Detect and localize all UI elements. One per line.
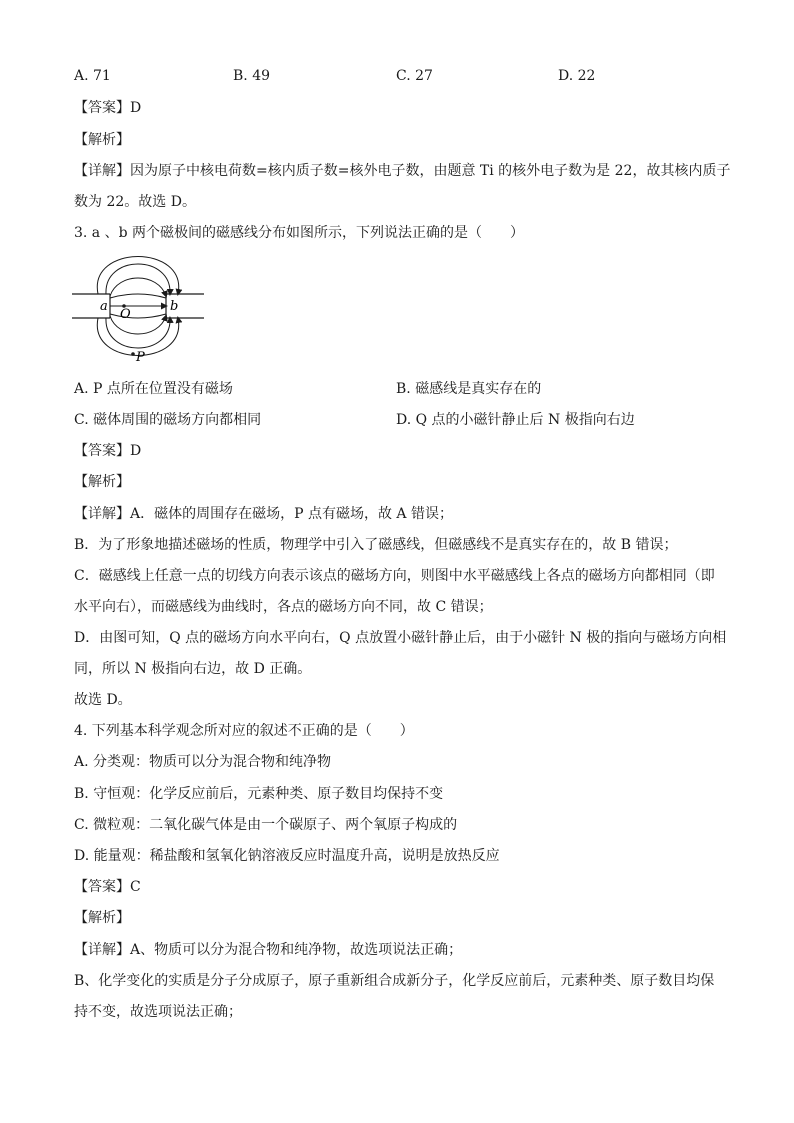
q2-analysis-heading: 【解析】 — [74, 132, 130, 148]
label-o: O — [120, 307, 131, 322]
magnetic-field-figure — [70, 250, 210, 370]
q3-option-a: A. P 点所在位置没有磁场 — [74, 381, 233, 397]
q3-answer: 【答案】D — [74, 443, 142, 459]
q3-analysis-heading: 【解析】 — [74, 474, 130, 490]
q3-conclusion: 故选 D。 — [74, 692, 132, 708]
q3-detail-a: 【详解】A．磁体的周围存在磁场，P 点有磁场，故 A 错误； — [74, 506, 453, 522]
q3-detail-d-line-2: 同，所以 N 极指向右边，故 D 正确。 — [74, 661, 312, 677]
q3-stem: 3. a 、b 两个磁极间的磁感线分布如图所示，下列说法正确的是（ ） — [74, 225, 525, 241]
q2-option-a: A. 71 — [74, 68, 111, 84]
q3-detail-c-line-2: 水平向右），而磁感线为曲线时，各点的磁场方向不同，故 C 错误； — [74, 599, 493, 615]
q3-option-c: C. 磁体周围的磁场方向都相同 — [74, 412, 262, 428]
q3-detail-b: B．为了形象地描述磁场的性质，物理学中引入了磁感线，但磁感线不是真实存在的，故 B 错误； — [74, 537, 678, 553]
q4-detail-b-line-1: B、化学变化的实质是分子分成原子，原子重新组合成新分子，化学反应前后，元素种类、原子数目均保 — [74, 973, 715, 989]
q3-option-d: D. Q 点的小磁针静止后 N 极指向右边 — [396, 412, 635, 428]
q4-detail-a: 【详解】A、物质可以分为混合物和纯净物，故选项说法正确； — [74, 942, 463, 958]
q2-option-d: D. 22 — [558, 68, 596, 84]
q4-stem: 4. 下列基本科学观念所对应的叙述不正确的是（ ） — [74, 723, 414, 739]
q3-detail-d-line-1: D．由图可知，Q 点的磁场方向水平向右，Q 点放置小磁针静止后，由于小磁针 N 极的指向与磁场方向相 — [74, 630, 727, 646]
q2-detail-line-1: 【详解】因为原子中核电荷数=核内质子数=核外电子数，由题意 Ti 的核外电子数为是 22，故其核内质子 — [74, 163, 731, 179]
q4-answer: 【答案】C — [74, 879, 141, 895]
q2-answer: 【答案】D — [74, 100, 142, 116]
point-p — [131, 352, 135, 356]
label-a: a — [100, 299, 108, 314]
q3-detail-c-line-1: C．磁感线上任意一点的切线方向表示该点的磁场方向，则图中水平磁感线上各点的磁场方向都相同（即 — [74, 568, 715, 584]
q2-detail-line-2: 数为 22。故选 D。 — [74, 194, 196, 210]
q4-option-d: D. 能量观：稀盐酸和氢氧化钠溶液反应时温度升高，说明是放热反应 — [74, 848, 500, 864]
label-p: P — [136, 350, 145, 365]
q4-option-b: B. 守恒观：化学反应前后，元素种类、原子数目均保持不变 — [74, 786, 444, 802]
q4-option-a: A. 分类观：物质可以分为混合物和纯净物 — [74, 754, 332, 770]
q4-option-c: C. 微粒观：二氧化碳气体是由一个碳原子、两个氧原子构成的 — [74, 817, 458, 833]
q4-analysis-heading: 【解析】 — [74, 910, 130, 926]
q2-option-c: C. 27 — [396, 68, 433, 84]
q2-option-b: B. 49 — [233, 68, 271, 84]
q3-option-b: B. 磁感线是真实存在的 — [396, 381, 542, 397]
q4-detail-b-line-2: 持不变，故选项说法正确； — [74, 1004, 242, 1020]
label-b: b — [170, 299, 179, 314]
